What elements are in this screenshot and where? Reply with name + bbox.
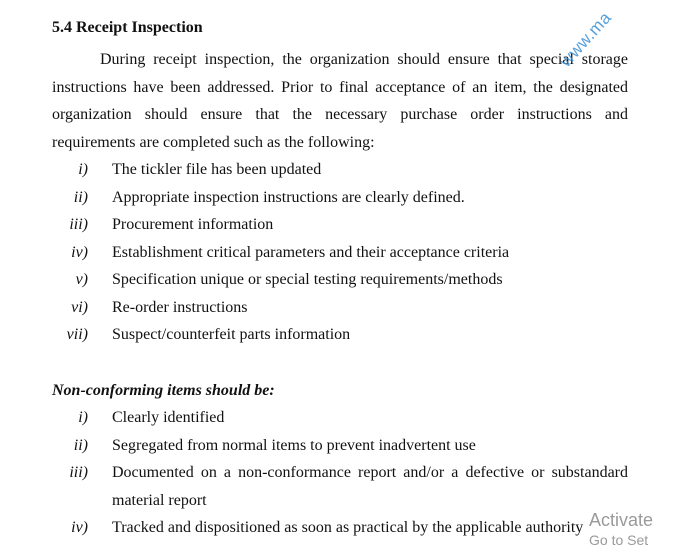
receipt-inspection-list	[52, 156, 628, 349]
list-item-text: Establishment critical parameters and their acceptance criteria	[112, 243, 510, 261]
site-watermark: www.ma	[556, 8, 616, 71]
list-item-number: iii)	[69, 464, 88, 481]
list-item-number: i)	[78, 161, 88, 178]
list-item-text: Suspect/counterfeit parts information	[112, 326, 351, 343]
list-item	[52, 266, 628, 294]
list-item	[52, 156, 628, 184]
list-item-text: Procurement information	[112, 216, 274, 233]
list-item-number: ii)	[73, 188, 88, 206]
list-item-text: Tracked and dispositioned as soon as practical by the applicable authority	[112, 519, 584, 536]
list-item	[52, 514, 628, 542]
list-item-text: Segregated from normal items to prevent inadvertent use	[112, 436, 476, 454]
list-item-number: iv)	[71, 243, 88, 261]
list-item-number: ii)	[73, 436, 88, 454]
nonconforming-heading: Non-conforming items should be:	[52, 381, 275, 399]
section-heading: 5.4 Receipt Inspection	[52, 19, 203, 36]
list-item-number: vi)	[71, 298, 88, 316]
intro-paragraph: During receipt inspection, the organization should ensure that special storage instructions have been addressed. Prior to final acceptance of an item, the designated organization should ensure that the necessary purchase order instructions and requirements are completed such as the following:	[52, 51, 628, 151]
list-item	[52, 184, 628, 212]
list-item-number: iii)	[69, 216, 88, 233]
activate-windows-overlay	[589, 509, 653, 549]
list-item	[52, 404, 628, 432]
list-item	[52, 459, 628, 514]
document-page	[52, 18, 628, 542]
list-item-text: Documented on a non-conformance report and/or a defective or substandard material report	[112, 464, 628, 509]
list-item	[52, 294, 628, 322]
list-item	[52, 239, 628, 267]
list-item-number: iv)	[71, 519, 88, 536]
activate-settings-link[interactable]: Go to Set	[589, 532, 649, 548]
list-item	[52, 432, 628, 460]
list-item	[52, 211, 628, 239]
list-item-text: Appropriate inspection instructions are clearly defined.	[112, 188, 465, 206]
list-item-text: The tickler file has been updated	[112, 161, 322, 178]
list-item-text: Clearly identified	[112, 409, 225, 426]
list-item-number: i)	[78, 409, 88, 426]
nonconforming-list	[52, 404, 628, 542]
list-item-text: Re-order instructions	[112, 298, 248, 316]
list-item-number: vii)	[66, 326, 88, 343]
list-item-number: v)	[75, 271, 88, 288]
activate-title: Activate	[589, 510, 654, 530]
list-item-text: Specification unique or special testing requirements/methods	[112, 271, 503, 288]
list-item	[52, 321, 628, 349]
